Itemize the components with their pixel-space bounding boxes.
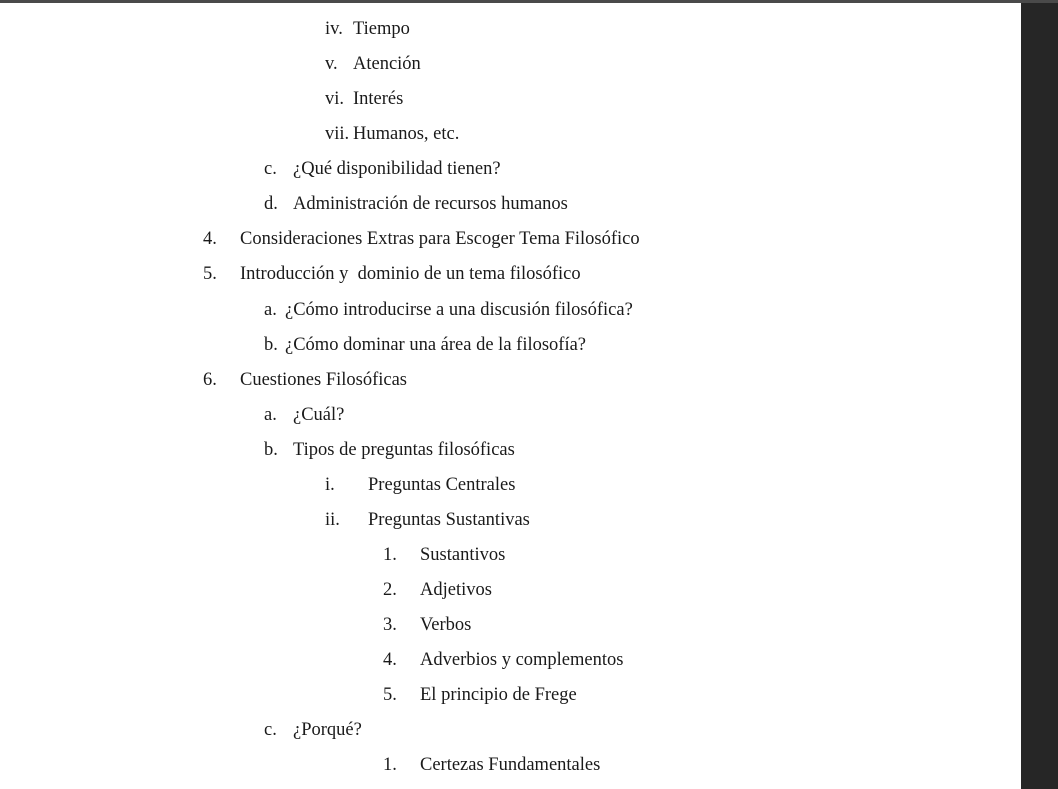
outline-marker: 2. [383, 580, 397, 600]
outline-marker: 4. [203, 229, 217, 249]
outline-text: Tiempo [353, 19, 410, 39]
outline-text: Verbos [420, 615, 472, 635]
outline-text: Administración de recursos humanos [293, 194, 568, 214]
outline-marker: iv. [325, 19, 343, 39]
viewer-side-margin [1021, 3, 1058, 789]
outline-text: ¿Cómo introducirse a una discusión filosófica? [285, 300, 633, 320]
outline-marker: c. [264, 159, 277, 179]
document-page [0, 3, 1021, 789]
outline-text: Preguntas Centrales [368, 475, 516, 495]
outline-marker: d. [264, 194, 278, 214]
outline-marker: 4. [383, 650, 397, 670]
outline-text: Certezas Fundamentales [420, 755, 601, 775]
outline-text: Cuestiones Filosóficas [240, 370, 408, 390]
outline-text: Introducción y dominio de un tema filosófico [240, 264, 581, 284]
outline-text: El principio de Frege [420, 685, 577, 705]
outline-text: Humanos, etc. [353, 124, 460, 144]
outline-marker: 6. [203, 370, 217, 390]
outline-marker: vi. [325, 89, 345, 109]
outline-marker: a. [264, 300, 277, 320]
outline-marker: a. [264, 405, 277, 425]
outline-text: Interés [353, 89, 404, 109]
outline-marker: i. [325, 475, 335, 495]
outline-text: Tipos de preguntas filosóficas [293, 440, 515, 460]
outline-marker: 3. [383, 615, 397, 635]
outline-text: Preguntas Sustantivas [368, 510, 530, 530]
outline-marker: 5. [203, 264, 217, 284]
outline-marker: v. [325, 54, 338, 74]
outline-marker: b. [264, 440, 278, 460]
outline-text: Consideraciones Extras para Escoger Tema Filosófico [240, 229, 640, 249]
outline-marker: 1. [383, 545, 397, 565]
outline-marker: vii. [325, 124, 350, 144]
outline-text: Adverbios y complementos [420, 650, 624, 670]
outline-text: Adjetivos [420, 580, 492, 600]
outline-marker: ii. [325, 510, 340, 530]
outline-text: ¿Porqué? [293, 720, 362, 740]
outline-marker: b. [264, 335, 278, 355]
outline-text: Atención [353, 54, 421, 74]
outline-text: ¿Cuál? [293, 405, 345, 425]
outline-text: ¿Cómo dominar una área de la filosofía? [285, 335, 587, 355]
outline-marker: c. [264, 720, 277, 740]
outline-text: Sustantivos [420, 545, 506, 565]
outline-text: ¿Qué disponibilidad tienen? [293, 159, 501, 179]
outline-marker: 5. [383, 685, 397, 705]
outline-marker: 1. [383, 755, 397, 775]
